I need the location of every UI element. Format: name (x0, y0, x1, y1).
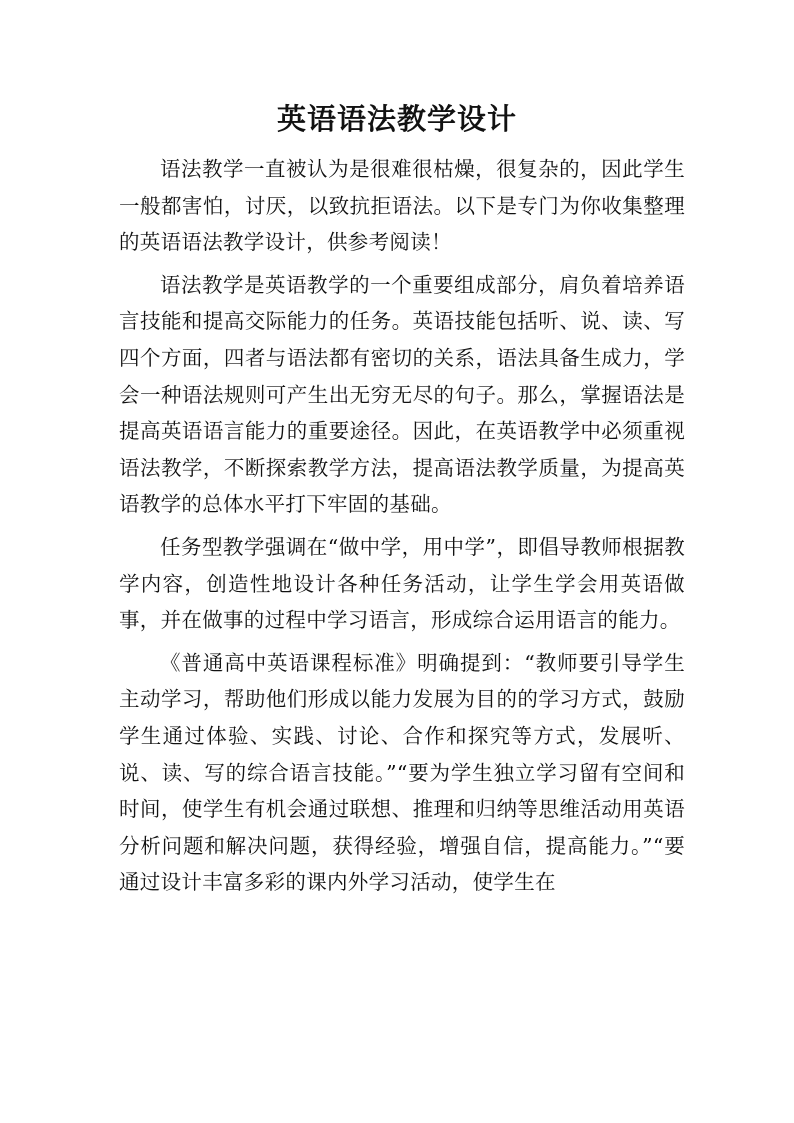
paragraph-curriculum-standard: 《普通高中英语课程标准》明确提到：“教师要引导学生主动学习，帮助他们形成以能力发展为目的的学习方式，鼓励学生通过体验、实践、讨论、合作和探究等方式，发展听、说、读、写的综合语言技能。”“要为学生独立学习留有空间和时间，使学生有机会通过联想、推理和归纳等思维活动用英语分析问题和解决问题，获得经验，增强自信，提高能力。”“要通过设计丰富多彩的课内外学习活动，使学生在 (119, 650, 685, 895)
paragraph-grammar-importance: 语法教学是英语教学的一个重要组成部分，肩负着培养语言技能和提高交际能力的任务。英语技能包括听、说、读、写四个方面，四者与语法都有密切的关系，语法具备生成力，学会一种语法规则可产生出无穷无尽的句子。那么，掌握语法是提高英语语言能力的重要途径。因此，在英语教学中必须重视语法教学，不断探索教学方法，提高语法教学质量，为提高英语教学的总体水平打下牢固的基础。 (119, 272, 685, 517)
paragraph-task-based-teaching: 任务型教学强调在“做中学，用中学”，即倡导教师根据教学内容，创造性地设计各种任务活动，让学生学会用英语做事，并在做事的过程中学习语言，形成综合运用语言的能力。 (119, 534, 685, 633)
document-body (119, 151, 685, 907)
paragraph-intro: 语法教学一直被认为是很难很枯燥，很复杂的，因此学生一般都害怕，讨厌，以致抗拒语法。以下是专门为你收集整理的英语语法教学设计，供参考阅读！ (119, 157, 685, 255)
document-title: 英语语法教学设计 (276, 102, 517, 136)
